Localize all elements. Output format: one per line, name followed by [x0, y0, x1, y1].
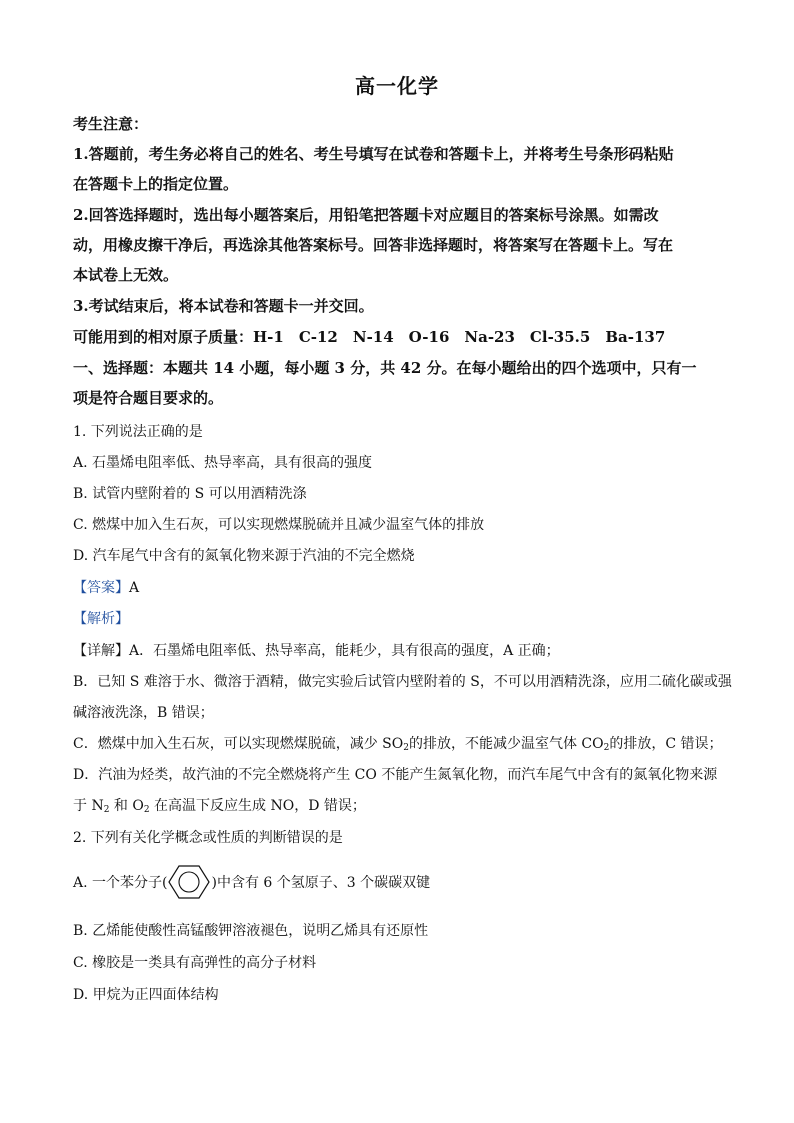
q1-detail-d: D．汽油为烃类，故汽油的不完全燃烧将产生 CO 不能产生氮氧化物，而汽车尾气中含有的氮氧化物来源: [73, 767, 718, 783]
answer-value: A: [129, 580, 140, 596]
q2-option-a: [73, 872, 430, 892]
detail-c-pre: C．燃煤中加入生石灰，可以实现燃煤脱硫，减少 SO: [73, 736, 404, 752]
q2-option-d: D. 甲烷为正四面体结构: [73, 987, 219, 1003]
section-heading-cont: 项是符合题目要求的。: [73, 389, 224, 407]
page-title: 高一化学: [355, 74, 439, 98]
detail-d2-post: 在高温下反应生成 NO，D 错误；: [149, 798, 366, 814]
q1-detail-b-cont: 碱溶液洗涤，B 错误；: [73, 705, 214, 721]
answer-tag: 【答案】: [73, 580, 129, 596]
q1-option-a: A. 石墨烯电阻率低、热导率高，具有很高的强度: [73, 455, 373, 471]
detail-d2-mid: 和 O: [109, 798, 144, 814]
q1-detail-a: [73, 640, 560, 660]
q1-detail-b: B．已知 S 难溶于水、微溶于酒精，做完实验后试管内壁附着的 S，不可以用酒精洗涤，应用二硫化碳或强: [73, 674, 732, 690]
q1-option-b: B. 试管内壁附着的 S 可以用酒精洗涤: [73, 486, 307, 502]
notice-item-3: 3.考试结束后，将本试卷和答题卡一并交回。: [73, 297, 374, 315]
detail-a-text: A．石墨烯电阻率低、热导率高，能耗少，具有很高的强度，A 正确；: [129, 643, 560, 659]
q2-a-post: )中含有 6 个氢原子、3 个碳碳双键: [211, 875, 431, 891]
q2-option-b: B. 乙烯能使酸性高锰酸钾溶液褪色，说明乙烯具有还原性: [73, 923, 429, 939]
detail-c-post: 的排放，C 错误；: [609, 736, 723, 752]
q1-answer: [73, 577, 139, 597]
notice-item-1-cont: 在答题卡上的指定位置。: [73, 175, 239, 193]
q1-option-c: C. 燃煤中加入生石灰，可以实现燃煤脱硫并且减少温室气体的排放: [73, 517, 485, 533]
q1-detail-c: [73, 733, 723, 753]
notice-item-2: 2.回答选择题时，选出每小题答案后，用铅笔把答题卡对应题目的答案标号涂黑。如需改: [73, 206, 659, 224]
detail-d2-sub2: 2: [143, 805, 150, 815]
notice-item-2-cont: 动，用橡皮擦干净后，再选涂其他答案标号。回答非选择题时，将答案写在答题卡上。写在: [73, 236, 674, 254]
notice-item-2-cont2: 本试卷上无效。: [73, 266, 179, 284]
section-heading: 一、选择题：本题共 14 小题，每小题 3 分，共 42 分。在每小题给出的四个选项中，只有一: [73, 359, 697, 377]
q2-a-pre: A. 一个苯分子(: [73, 875, 168, 891]
q1-stem: 1. 下列说法正确的是: [73, 424, 203, 440]
q1-detail-d-cont: [73, 795, 366, 815]
detail-d2-sub1: 2: [103, 805, 110, 815]
benzene-structure-icon: [167, 862, 211, 902]
detail-c-sub2: 2: [603, 743, 610, 753]
analysis-tag: 【解析】: [73, 611, 129, 627]
detail-c-sub1: 2: [403, 743, 409, 753]
detail-c-mid: 的排放，不能减少温室气体 CO: [408, 736, 604, 752]
detail-d2-pre: 于 N: [73, 798, 104, 814]
notice-heading: 考生注意：: [73, 115, 149, 133]
q1-analysis-tag: [73, 608, 129, 628]
q2-stem: 2. 下列有关化学概念或性质的判断错误的是: [73, 830, 343, 846]
q2-option-c: C. 橡胶是一类具有高弹性的高分子材料: [73, 955, 317, 971]
q1-option-d: D. 汽车尾气中含有的氮氧化物来源于汽油的不完全燃烧: [73, 548, 415, 564]
detail-tag: 【详解】: [73, 643, 129, 659]
atomic-masses: 可能用到的相对原子质量：H-1 C-12 N-14 O-16 Na-23 Cl-35.5 Ba-137: [73, 328, 666, 346]
notice-item-1: 1.答题前，考生务必将自己的姓名、考生号填写在试卷和答题卡上，并将考生号条形码粘贴: [73, 145, 674, 163]
